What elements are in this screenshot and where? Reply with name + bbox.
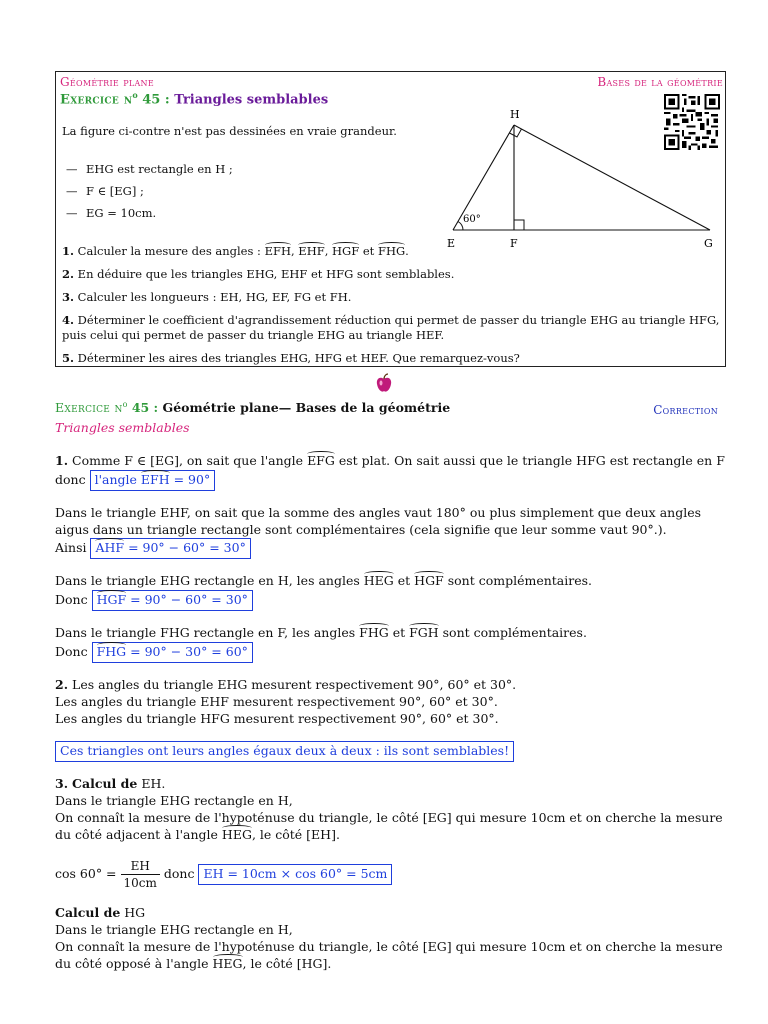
angle-ahf: AHF <box>95 540 125 556</box>
apple-ornament-icon <box>372 372 396 396</box>
fraction <box>121 858 160 891</box>
question-text: Calculer la mesure des angles : <box>77 244 261 258</box>
angle-heg: HEG <box>221 826 252 842</box>
question-number: 2. <box>62 266 75 281</box>
hypothesis-item: — EG = 10cm. <box>66 206 157 220</box>
hypotheses-list <box>66 162 233 228</box>
angle-fhg: FHG <box>96 643 127 659</box>
text: On connaît la mesure de l'hypoténuse du triangle, le côté [EG] qui mesure 10cm et on cherche la mesure du côté opposé à l'angle <box>55 938 723 971</box>
text: est plat. On sait aussi que le triangle HFG est rectangle en F donc <box>55 452 725 487</box>
correction-paragraph-5 <box>55 677 726 728</box>
correction-section <box>55 400 726 987</box>
right-angle-f <box>514 220 524 230</box>
hypothesis-text: EG = 10cm. <box>86 206 157 220</box>
result-box <box>90 470 216 491</box>
question-number: 5. <box>62 350 75 365</box>
question-text: Calculer les longueurs : EH, HG, EF, FG et FH. <box>77 289 352 304</box>
exercise-name: Triangles semblables <box>174 92 329 108</box>
exercise-sup: o <box>132 90 138 100</box>
result-box: EH = 10cm × cos 60° = 5cm <box>198 864 392 885</box>
step-number: 1. <box>55 452 69 468</box>
header-topic: Bases de la géométrie <box>597 75 723 89</box>
exercise-box <box>55 71 726 367</box>
fraction-numerator: EH <box>121 858 160 875</box>
angle-efh: EFH <box>264 244 291 258</box>
text: Comme F ∈ [EG], on sait que l'angle <box>72 452 304 468</box>
result-box: Ces triangles ont leurs angles égaux deux à deux : ils sont semblables! <box>55 741 514 762</box>
angle-heg: HEG <box>363 573 394 589</box>
text: = 90° − 60° = 30° <box>128 540 246 556</box>
text: donc <box>163 865 195 881</box>
text: Dans le triangle FHG rectangle en F, les angles <box>55 625 356 640</box>
fraction-denominator: 10cm <box>123 875 157 890</box>
correction-title: Géométrie plane— Bases de la géométrie <box>162 400 451 416</box>
correction-paragraph-1 <box>55 453 726 491</box>
question-1: 1. Calculer la mesure des angles : EFH, EHF, HGF et FHG. <box>62 244 409 258</box>
text: , le côté [EH]. <box>251 826 340 842</box>
label-h: H <box>510 108 520 121</box>
text: Donc <box>55 592 88 608</box>
hypothesis-item: — EHG est rectangle en H ; <box>66 162 233 176</box>
question-text: Déterminer les aires des triangles EHG, HFG et HEF. Que remarquez-vous? <box>77 350 520 365</box>
text: Les angles du triangle EHF mesurent respectivement 90°, 60° et 30°. <box>55 693 498 709</box>
result-box <box>92 590 253 611</box>
text: = 90° − 30° = 60° <box>130 643 248 659</box>
text: , le côté [HG]. <box>242 955 332 971</box>
statement-intro: La figure ci-contre n'est pas dessinées en vraie grandeur. <box>62 124 397 138</box>
text: Dans le triangle EHG rectangle en H, les angles <box>55 573 360 589</box>
correction-paragraph-7 <box>55 905 726 973</box>
correction-subtitle: Triangles semblables <box>55 420 190 435</box>
text: = 90° − 60° = 30° <box>130 592 248 608</box>
correction-paragraph-4 <box>55 625 726 663</box>
correction-formula <box>55 858 726 891</box>
question-5 <box>62 351 722 366</box>
question-2 <box>62 267 722 282</box>
exercise-label: Exercice n <box>60 92 133 108</box>
question-3 <box>62 290 722 305</box>
angle-fgh: FGH <box>409 625 439 640</box>
angle-hgf: HGF <box>96 592 127 608</box>
text: Ainsi <box>55 540 87 556</box>
question-number: 4. <box>62 312 75 327</box>
question-end: . <box>405 244 409 258</box>
correction-header <box>55 400 726 418</box>
questions-list <box>62 244 722 374</box>
text: On connaît la mesure de l'hypoténuse du triangle, le côté [EG] qui mesure 10cm et on cherche la mesure du côté adjacent à l'angle <box>55 810 723 842</box>
triangle-figure <box>440 106 726 252</box>
correction-link[interactable]: Correction <box>653 403 718 417</box>
correction-paragraph-6 <box>55 776 726 844</box>
angle-efh: EFH <box>140 471 170 487</box>
question-number: 3. <box>62 289 75 304</box>
label-angle-60: 60° <box>463 214 481 225</box>
header-category: Géométrie plane <box>60 75 155 89</box>
correction-paragraph-3 <box>55 573 726 611</box>
angle-hgf: HGF <box>414 573 444 589</box>
text: = 90° <box>173 471 211 487</box>
step-number: 2. <box>55 676 69 692</box>
exercise-title <box>60 90 328 107</box>
question-text: En déduire que les triangles EHG, EHF et HFG sont semblables. <box>77 266 455 281</box>
angle-efg: EFG <box>307 452 335 468</box>
text: l'angle <box>94 471 137 487</box>
text: Dans le triangle EHG rectangle en H, <box>55 793 293 809</box>
text: sont complémentaires. <box>447 573 593 589</box>
text: Calcul de <box>55 905 121 921</box>
correction-paragraph-2 <box>55 505 726 560</box>
question-number: 1. <box>62 244 75 258</box>
question-text: Déterminer le coefficient d'agrandissement réduction qui permet de passer du triangle EHG au triangle HFG, puis celui qui permet de passer du triangle EHG au triangle HEF. <box>62 312 720 342</box>
label-g: G <box>704 237 713 250</box>
result-box <box>92 642 253 663</box>
hypothesis-text: EHG est rectangle en H ; <box>86 162 233 176</box>
question-text: et <box>362 244 375 258</box>
label-e: E <box>447 237 456 250</box>
text: EH. <box>141 776 166 792</box>
angle-heg: HEG <box>212 955 243 971</box>
text: sont complémentaires. <box>442 625 587 640</box>
correction-label: Exercice n <box>55 400 123 416</box>
text: Dans le triangle EHF, on sait que la somme des angles vaut 180° ou plus simplement que deux angles aigus dans un triangle rectangle sont complémentaires (cela signifie que leur somme vaut 90°.). <box>55 504 702 537</box>
text: Les angles du triangle HFG mesurent respectivement 90°, 60° et 30°. <box>55 710 499 726</box>
exercise-number: 45 : <box>142 92 170 108</box>
segment-hg <box>514 125 710 230</box>
hypothesis-text: F ∈ [EG] ; <box>86 184 144 198</box>
correction-number: 45 : <box>131 400 159 416</box>
text: Calcul de <box>72 776 138 792</box>
angle-hgf: HGF <box>332 244 360 258</box>
hypothesis-item: — F ∈ [EG] ; <box>66 184 144 198</box>
angle-ehf: EHF <box>298 244 325 258</box>
correction-conclusion <box>55 741 726 762</box>
label-f: F <box>510 237 518 250</box>
text: Dans le triangle EHG rectangle en H, <box>55 922 293 937</box>
correction-sup: o <box>122 400 128 409</box>
text: Les angles du triangle EHG mesurent respectivement 90°, 60° et 30°. <box>72 676 517 692</box>
angle-fhg: FHG <box>359 625 389 640</box>
angle-fhg: FHG <box>377 244 406 258</box>
step-number: 3. <box>55 776 69 792</box>
text: et <box>397 573 411 589</box>
text: Donc <box>55 643 88 659</box>
question-4 <box>62 313 722 343</box>
result-box <box>90 538 250 559</box>
text: et <box>392 625 406 640</box>
text: HG <box>124 905 146 921</box>
text: cos 60° = <box>55 865 117 881</box>
